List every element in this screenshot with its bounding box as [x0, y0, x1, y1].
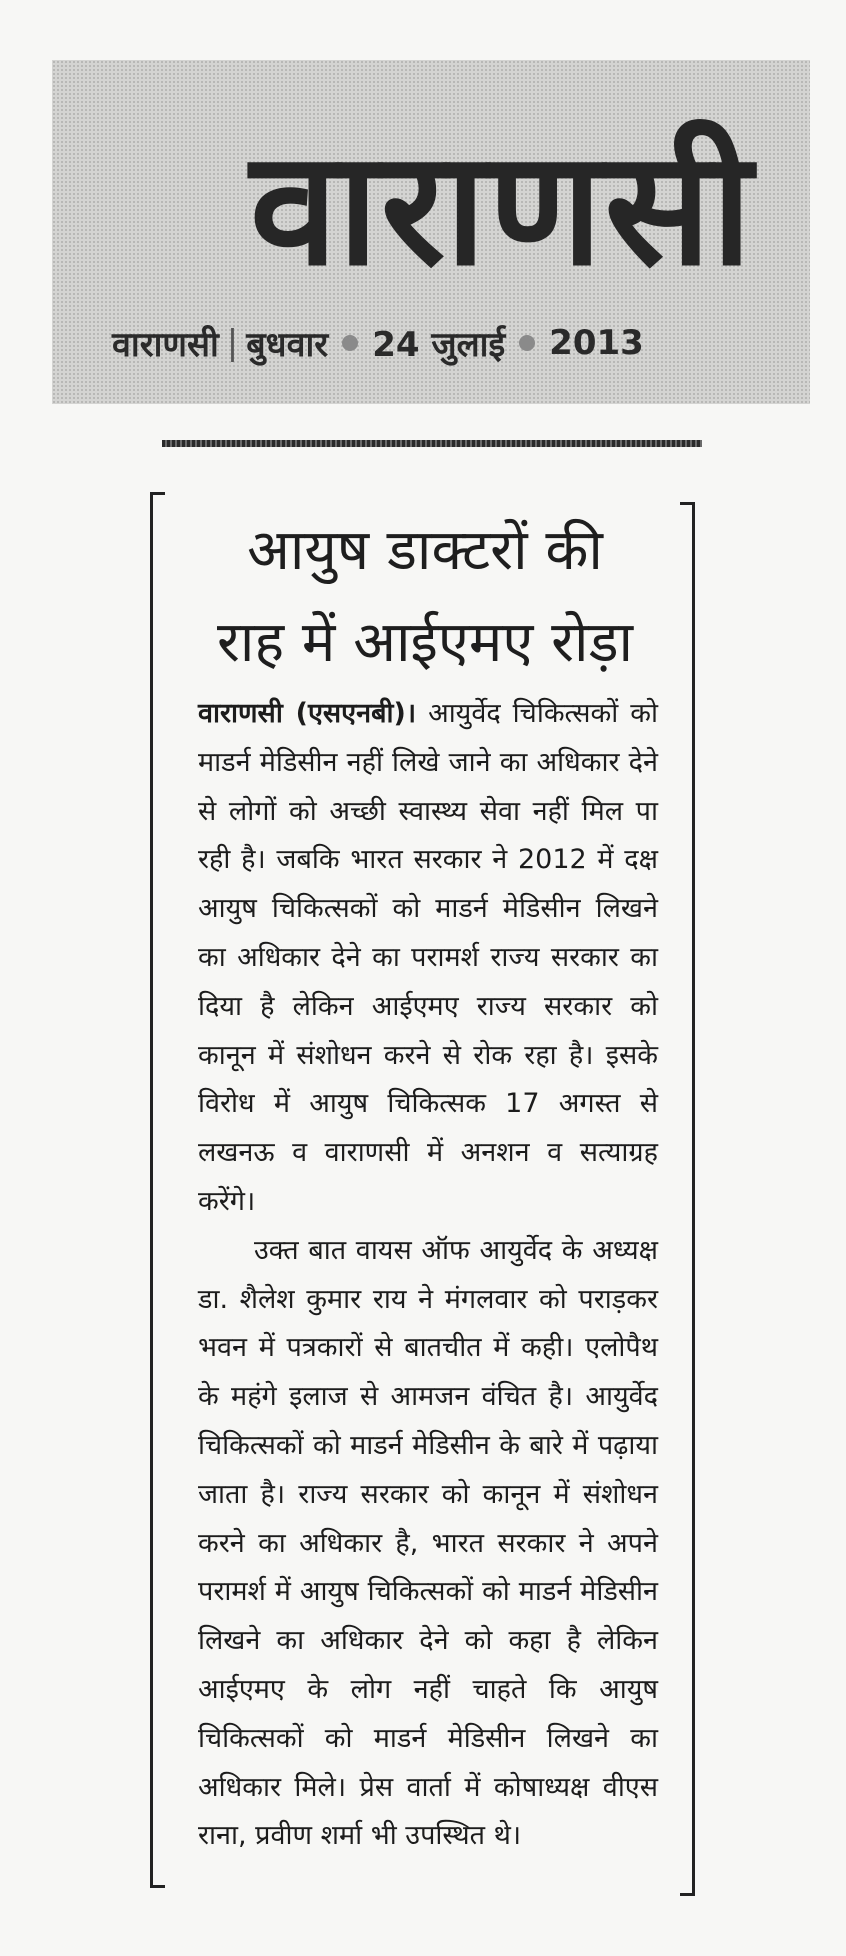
masthead-title: वाराणसी: [249, 117, 755, 301]
dateline: [112, 320, 644, 366]
article-headline: [180, 505, 670, 689]
article-paragraph-2: उक्त बात वायस ऑफ आयुर्वेद के अध्यक्ष डा. शैलेश कुमार राय ने मंगलवार को पराड़कर भवन में पत्रकारों से बातचीत में कही। एलोपैथ के महंगे इलाज से आमजन वंचित है। आयुर्वेद चिकित्सकों को माडर्न मेडिसीन के बारे में पढ़ाया जाता है। राज्य सरकार को कानून में संशोधन करने का अधिकार है, भारत सरकार ने अपने परामर्श में आयुष चिकित्सकों को माडर्न मेडिसीन लिखने का अधिकार देने को कहा है लेकिन आईएमए के लोग नहीं चाहते कि आयुष चिकित्सकों को माडर्न मेडिसीन लिखने का अधिकार मिले। प्रेस वार्ता में कोषाध्यक्ष वीएस राना, प्रवीण शर्मा भी उपस्थित थे।: [198, 1234, 658, 1852]
headline-line-2: राह में आईएमए रोड़ा: [216, 610, 634, 675]
dateline-year: 2013: [549, 323, 644, 363]
masthead-banner: [52, 60, 810, 404]
headline-line-1: आयुष डाक्टरों की: [247, 518, 603, 583]
bullet-dot-icon: [342, 335, 358, 351]
dateline-date: 24 जुलाई: [372, 325, 506, 365]
header-divider-rule: [162, 440, 702, 447]
dateline-day: बुधवार: [246, 325, 329, 365]
dateline-separator: |: [226, 323, 239, 363]
article-right-bracket: [680, 502, 695, 1896]
article-lead: वाराणसी (एसएनबी)।: [198, 698, 417, 729]
article-body: [198, 690, 658, 1861]
paragraph-1-text: आयुर्वेद चिकित्सकों को माडर्न मेडिसीन नहीं लिखे जाने का अधिकार देने से लोगों को अच्छी स्वास्थ्य सेवा नहीं मिल पा रही है। जबकि भारत सरकार ने 2012 में दक्ष आयुष चिकित्सकों को माडर्न मेडिसीन लिखने का अधिकार देने का परामर्श राज्य सरकार का दिया है लेकिन आईएमए राज्य सरकार को कानून में संशोधन करने से रोक रहा है। इसके विरोध में आयुष चिकित्सक 17 अगस्त से लखनऊ व वाराणसी में अनशन व सत्याग्रह करेंगे।: [198, 698, 658, 1217]
bullet-dot-icon: [519, 335, 535, 351]
article-paragraph-1: [198, 690, 658, 1227]
dateline-city: वाराणसी: [112, 325, 219, 365]
article-left-bracket: [150, 492, 165, 1888]
